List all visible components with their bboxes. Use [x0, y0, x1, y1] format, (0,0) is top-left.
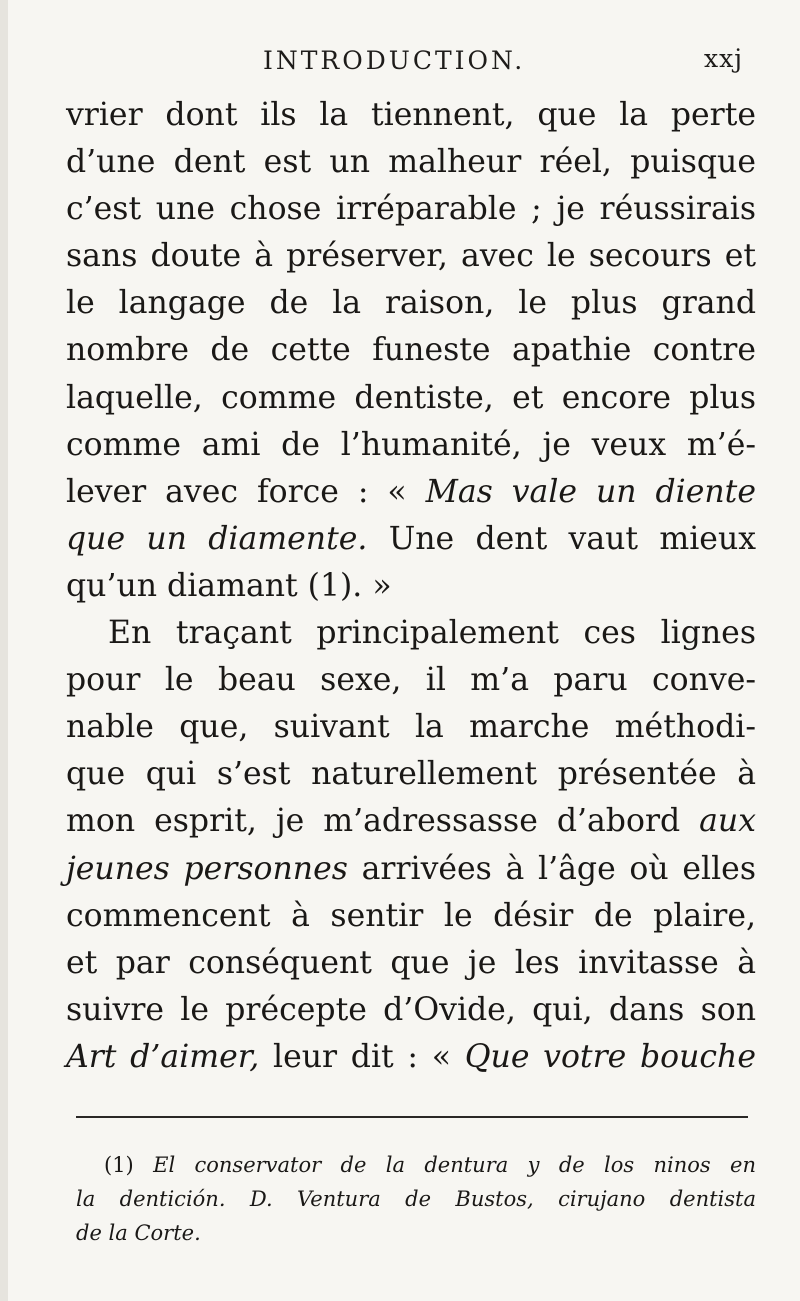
footnote: [76, 1148, 756, 1250]
spanish-quote: que un diamente.: [66, 520, 368, 557]
text-line: [66, 846, 756, 893]
text-line: En traçant principalement ces lignes: [108, 615, 756, 652]
text-line: c’est une chose irréparable ; je réussirais: [66, 191, 756, 228]
text-line: [66, 798, 756, 845]
text-line: commencent à sentir le désir de plaire,: [66, 897, 756, 934]
text-segment: Une dent vaut mieux: [367, 520, 756, 557]
text-line: nable que, suivant la marche méthodi-: [66, 709, 756, 746]
text-line: d’une dent est un malheur réel, puisque: [66, 144, 756, 181]
main-text: [66, 92, 756, 1081]
text-line: sans doute à préserver, avec le secours et: [66, 238, 756, 275]
emphasis: aux: [699, 803, 756, 840]
text-line: vrier dont ils la tiennent, que la perte: [66, 97, 756, 133]
text-line: qu’un diamant (1). »: [66, 567, 392, 604]
text-line: laquelle, comme dentiste, et encore plus: [66, 379, 756, 416]
quote: Que votre bouche: [464, 1038, 756, 1075]
spanish-quote: Mas vale un diente: [425, 473, 756, 510]
text-line: le langage de la raison, le plus grand: [66, 285, 756, 322]
footnote-line: [76, 1148, 756, 1182]
text-segment: arrivées à l’âge où elles: [347, 850, 756, 887]
footnote-marker: (1): [104, 1153, 154, 1177]
text-line: [66, 516, 756, 563]
text-line: et par conséquent que je les invitasse à: [66, 944, 756, 981]
footnote-rule: [76, 1116, 748, 1118]
emphasis: jeunes personnes: [66, 850, 348, 887]
text-line: pour le beau sexe, il m’a paru conve-: [66, 662, 756, 699]
text-line: nombre de cette funeste apathie contre: [66, 332, 756, 369]
book-title: Art d’aimer,: [66, 1038, 260, 1075]
page-number: xxj: [704, 44, 743, 73]
page-header: [8, 44, 800, 80]
text-line: comme ami de l’humanité, je veux m’é-: [66, 426, 756, 463]
running-head: INTRODUCTION.: [263, 46, 526, 75]
text-line: que qui s’est naturellement présentée à: [66, 756, 756, 793]
text-line: [66, 1034, 756, 1081]
footnote-line: la dentición. D. Ventura de Bustos, cirujano dentista: [76, 1187, 756, 1211]
text-segment: mon esprit, je m’adressasse d’abord: [66, 803, 700, 840]
text-line: [66, 469, 756, 516]
text-segment: lever avec force : «: [66, 473, 426, 510]
footnote-text: El conservator de la dentura y de los ninos en: [153, 1153, 757, 1177]
text-segment: leur dit : «: [259, 1038, 465, 1075]
text-line: suivre le précepte d’Ovide, qui, dans son: [66, 991, 756, 1028]
footnote-line: de la Corte.: [76, 1221, 201, 1245]
